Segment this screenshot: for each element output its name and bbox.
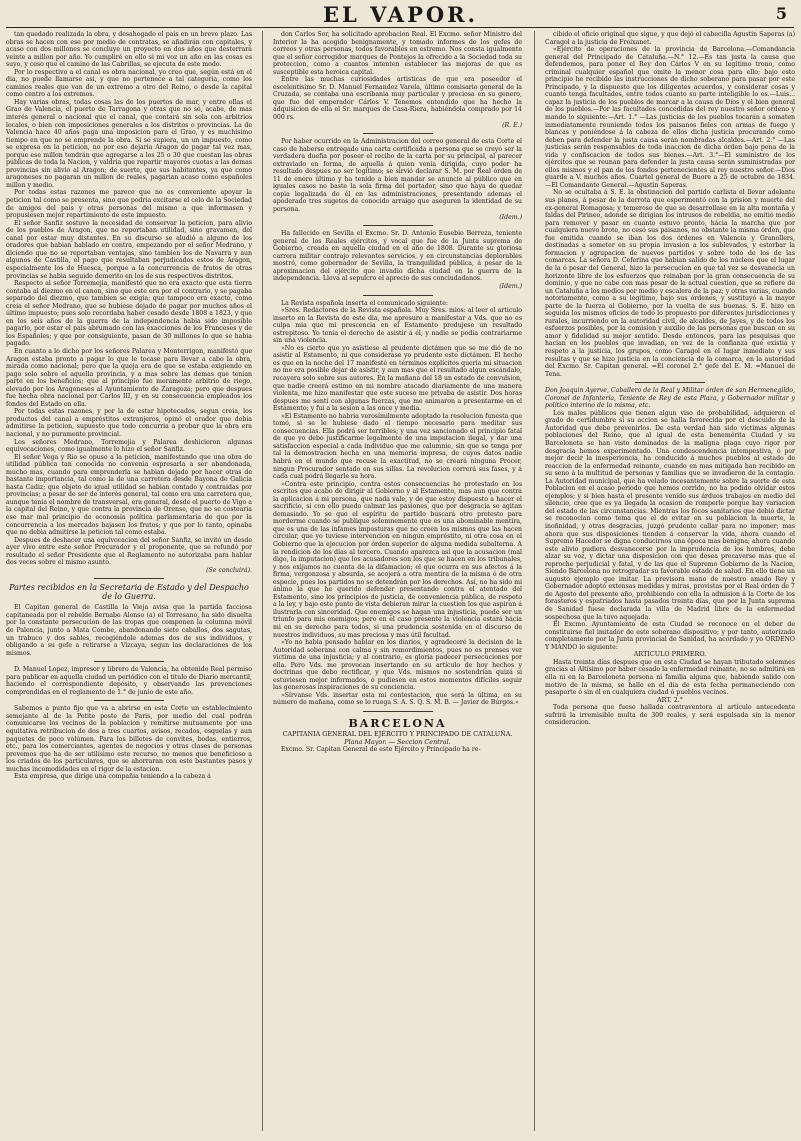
paragraph: En cuanto a lo dicho por los señores Palarea y Monterrigon, manifestó que Aragon estaba pronto a pagar lo que le tocase para llevar a cabo la obra, mirada como nacional; pero que la queja era de que se estaba exigiendo en pago solo sobre el aquella provincia, y a mas sobre las demas que tenian parte en los beneficios; que al principio fue meramente arbitrio de riego, elevado por los Aragoneses al Ayuntamiento de Zaragoza; pero que despues fue hecha obra nacional por Carlos III, y en su consecuencia empleados los fondos del Estado en ella. (6, 347, 252, 408)
paragraph: »No es cierto que yo asistiese al prudente dictámen que se me dió de no asistir al Estamento, ni que considerase yo prudente este dictámen. El hecho es que en la noche del 17 manifesté en términos explícitos quería mi situacion no me era posible dejar de asistir, y aun mas que el resultado algun escándalo, recayera solo sobre sus autores. En la mañana del 18 un estado de convulsion, que nadie creerá estimo en mi nombre atacado diariamente de una manera violenta, me hizo manifestar que este suceso me privaba de asistir. Dos horas despues me sentí con algunas fuerzas, que me animaron a presentarme en el Estamento; y fui a la sesion a las once y media. (273, 344, 522, 413)
section-divider (363, 133, 433, 134)
section-divider (363, 295, 433, 296)
paragraph: Por haber ocurrido en la Administracion del correo general de esta Corte el caso de haberse entregado una carta certificada a persona que se creyó ser la verdadera duefia por poseer el recibo de la carta por su principal, al parecer extraviado en forma, de aquella á quien venia dirigida, cuyo poder ha resultado despues no ser legítimo; se sirvió declarar S. M. por Real órden de 11 de enero último y ha tenido a bien mandar se anuncie al público que en iguales casos no baste la sola firma del portador, sino que haya de quedar copia legalizada de él en las administraciones, presentando ademas el apoderado tres sugetos de conocido arraigo que aseguren la identidad de su persona. (273, 138, 522, 214)
paragraph: Por todas estas razones me parece que no es conveniente apoyar la peticion tal como se presenta, sino que podria excitarse el celo de la Sociedad de amigos del pais y otras personas del mismo a que informasen y propusiesen mejor repartimiento de este impuesto. (6, 189, 252, 220)
column-middle (273, 31, 522, 1137)
section-divider (94, 578, 164, 579)
section-heading: Partes recibidos en la Secretaria de Estado y del Despacho de lo Guerra. (9, 583, 249, 602)
column-right (545, 31, 795, 1137)
masthead-rule (6, 27, 794, 28)
decree-heading: Don Joaquin Ayerve, Caballero de la Real y Militar órden de san Hermenegildo, Coronel de Infantería, Teniente de Rey de esta Plaza, y Gobernador militar y político interino de la misma, etc. (545, 387, 795, 410)
column-divider (262, 31, 263, 1131)
paragraph: Esta empresa, que dirige una compañia teniendo a la cabeza á (14, 773, 211, 781)
section-heading-barcelona: BARCELONA (348, 717, 447, 731)
article-signature: (Idem.) (499, 213, 522, 221)
article-heading: ART. 2.° (657, 695, 683, 704)
article-signature: (R. E.) (502, 121, 522, 129)
paragraph: Por lo respectivo a el canal es obra nacional, yo creo que, según está en el dia, no puede llamarse asi, y que no pertenece a tal categoria, como los caminos reales que van de un extremo a otro del Reino, o desde la capital como centro a los extremos. (6, 68, 252, 99)
newspaper-title: EL VAPOR. (323, 2, 478, 27)
paragraph: »El Estamento no habria verosímilmente adoptado la resolucion funesta que tomó, si se le hubiese dado el tiempo necesario para meditar sus consecuencias. Ella podrá ser terribles; y una vez sancionado el principio fatal de que yo debo justificarme legalmente de una imputacion ilegal, y dar una satisfaccion especial a cada individuo que me calumnie, sin que se tenga por tal la demostracion hecha en una memoria impresa, de cuyos datos nadie habrá en el mundo que recuse la exactitud, no se creará ninguna Procer, ningun Procurador sentado en sus sillas. La revolucion correrá sus fases, y á cada cual podrá llegarle su hora. (273, 412, 522, 481)
paragraph: El Excmo. Ayuntamiento de esta Ciudad se reconoce en el deber de constituirse fiel imitador de este soberano dispositivo; y por tanto, autorizado completamente por la Junta provincial de Sanidad, ha acordado y yo ORDENO Y MANDO lo siguiente: (545, 621, 795, 651)
paragraph: Los señores Medrano, Torremejia y Palarea deshicieron algunas equivocaciones, como igualmente lo hizo el señor Sanfiz. (6, 438, 252, 454)
paragraph: Respecto al señor Torremejia, manifestó que no era exacto que esta tierra contaba al diezmo en el canon, sino que este era por el contrario, y se pagaba separado del diezmo, que tambien se exigia; que tampoco era exacto, como creia el señor Medrano, que se hubiese dejado de pagar por muchos años el último impuesto; pues solo recordaba haber cesado desde 1808 a 1823, y que en los seis años de la guerra de la independencia habia sido imposible pagarlo, por estar el pais abrumado con las exacciones de los Franceses y de los Españoles; y que por consiguiente, pasan de 30 millones lo que se habia pagado. (6, 280, 252, 348)
paragraph: El señor Sanfiz sostuvo la necesidad de conservar la peticion, para alivio de los pueblos de Aragon, que no reportaban utilidad, sino gravamen, del canal por estar muy distantes. En su discurso se aludió a alguno de los oradores que habian hablado en contra, empezando por el señor Medrano, y diciendo que no se reportaban ventajas, sino tambien los de Navarra y aun algunos de Castilla, el pago que resultaban perjudicados estos de Aragon, especialmente los de Huesca, porque a la concurrencia de frutos de otras provincias se habia seguido demerito en los de sus respectivos distritos. (6, 219, 252, 280)
paragraph: Hay varias obras, todas cosas las de los puertos de mar, y entre ellas el Grao de Valencia, el puerto de Tarragona y otras que no sé, acabe, de mas interés general o nacional que el canal, que contará sin sola con arbitrios locales, o bien con imposiciones generales a los distritos o provincias. La de Valencia hace 40 años paga una imposicion para el Grao, y es muchísimo tiempo en que no se emprende la obra. Si se supiera, un un impuesto, como se expresa en la peticion, no por eso dejaria Aragon de pagar tal vez mas, porque ese millon tendrán que agregarse a los 25 o 30 que cuestan las obras públicas de toda la Nacion, y valdria que repartir mayores cuotas a las demas provincias sin alivio al Aragon; de suerte, que sus habitantes, ya que como aragoneses no pagaran un millon de reales, pagarian acaso como españoles millon y medio. (6, 98, 252, 189)
column-left (6, 31, 252, 1137)
article-signature: (Idem.) (499, 282, 522, 290)
article-heading: ARTICULO PRIMERO. (633, 650, 707, 659)
paragraph: Ha fallecido en Sevilla el Excmo. Sr. D. Antonio Eusebio Berreza, teniente general de los Reales ejércitos, y vocal que fue de la Junta suprema de Gobierno, creada en aquella ciudad en el año de 1808. Durante su gloriosa carrera militar contrajo relevantes servicios, y en circunstancias deplorables mostró, como gobernador de Sevilla, la tranquilidad pública, á pesar de la aproximacion del ejército que invadio dicha ciudad en la guerra de la independencia. Lleva al sepulcro el aprecio de sus conciudadanos. (273, 230, 522, 283)
column-divider (534, 31, 535, 1131)
paragraph: Sabemos a punto fijo que va a abrirse en esta Corte un establecimiento semejante al de la Petite poste de Paris, por medio del cual podrán comunicarse los vecinos de la poblacion y remitirse mutuamente por una equitativa retribucion de dos a tres cuartos, avisos, recados, esquelas y aun paquetes de poco volúmen. Para los billetes de convites, bodas, entierros, etc., para los comerciantes, agentes de negocios y otras clases de personas prevemos que ha de ser utilísimo este recurso, no menos que beneficioso a los criados de los particulares, que se ahorraran con este bastantes pasos y muchas incomodidades en el rigor de la estacion. (6, 705, 252, 773)
paragraph: Toda persona que fuese hallada contraventora al artículo antecedente sufrirá la irremisible multa de 300 reales, y será espulsada sin la menor consideracion. (545, 704, 795, 727)
paragraph: Despues de deshacer una equivocacion del señor Sanfiz, se invitó un desde ayer vivo entre este señor Procurador y el proponente, que se refundó por resultado el señor Presidente que el Reglamento no autorizaba para hablar dos veces sobre el mismo asunto. (6, 536, 252, 567)
paragraph: cibido el oficio original que sigue, y que dejó el cabecilla Agustin Saperas (a) Caragol a la justicia de Freixanet. (545, 31, 795, 46)
paragraph: Entre las muchas curiosidades artisticas de que era poseedor el escelentísimo Sr. D. Manuel Fernandez Varela, último comisario general de la Cruzada, se contaba una escribania muy particular y preciosa en su genero, que fue del emperador Cárlos V. Tenemos entendido que ha hecho la adquisicion de ella el Sr. marques de Casa-Riera, habiéndola comprado por 14 000 rs. (273, 76, 522, 122)
paragraph: La Revista española inserta el comunicado siguiente: (281, 299, 448, 307)
page-number: 5 (775, 4, 787, 23)
paragraph: »Contra este principio, contra estos consecuencias he protestado en los escritos que acabo de dirigir al Gobierno y al Estamento, mas aun que contra la aplicacion á mi persona, que nada vale, y de que estoy dispuesto a hacer el sacrificio, si con ello puedo calmar las pasiones, que por desgracia se agitan demasiado. Yo se que el espíritu de partido buscará otro pretesto para morderme cuando se publique solemnemente que es una abominable mentira, que es una de las infames imposturas que no creen los mismos que las hacen circular, que yo tuviese intervencion en ningun empréstito, ni otra cosa en el Gobierno que la ejecucion por órden superior de alguna medida subalterna. A la rendicion de los días al tercero. Cuando aparezca así que la acusacion (mal digo, la imputacion) que los acusadores son los que se hacen en los tribunales, y nos exijamos no cuenta de la difamacion; el que ocurra en sus afectos á la firma, vergonzosa y absurda, se acojerá a otra mentira de la misma ó de otra especie, pues los partidos no se detendrán por los derechos. Así, no ha sido mi ánimo la que he querido defender presentando contra el atentado del Estamento, sino los principios de justicia, de conveniencia pública, de respeto a la ley, y bajo este punto de vista debieran mirar la cuestion los que aspiran á ilustrarla con sinceridad. Que enemigos se hagan una injusticia, puede ser un triunfo para mis enemigos; pero en el caso presente la violencia estará hácia mi en su derecho para todos, si una prudencia sostenida en el discurso de nuestros individuos, su mas preciosa y mas útil facultad. (273, 480, 522, 639)
paragraph: Hasta treinta días despues que en esta Ciudad se hayan tributado solemnes gracias al Altísimo por haber cesado la enfermedad reinante, no se admitirá en ella ni en la Barceloneta persona ni familia alguna que, habiendo salido con motivo de la misma, se halle en el día de esta fecha permaneciendo con pasaporte ó sin él en cualquiera ciudad ó pueblos vecinos. (545, 658, 795, 697)
article-signature: (Se concluirá). (206, 566, 252, 574)
paragraph: No se ocultaba á S. E. la obstinacion del partido carlista el llevar adelante sus planes, á pesar de la derrota que esperimentó con la prision y muerte del ex-general Romagosa; y temeroso de que se desarrollase en la alta montaña y faldas del Pirineo, adonde se dirigian los intrusos de rebeldia, no omitió medio para remover y pasar en cuanto estuvo pronto, hácia la marcha que por cualquiera nuevo brote, no cesó sus paisanos, no obstante la misma órden, que fue emitida cuando se iban los dos órdenes en Valencia y Granollers, destinadas a someter en su propia invasion a los sublevados, y estorbar la formacion y agrupacion de nuevos partidos y sobre todo de los de las comarcas. La señora D. Ceferina que habian salido de los núcleos que el lugar de la ó pesar del General, hizo la persecucion en que tal vez se desvanecia un horizonte libre de los esfuerzos que reinaban por la gran consecuencia de su dominio, y que no cabe con mas pesar de la actual cuestion, que se refiere de un Cataluña a los medios por medio y escalera de la paz; y otras varias, cuando notoriamente, como a su legítimo, bajo sus órdenes, y sustituyó a la mayor parte de la fuerza al Gobierno, por la vuelta de sus buenas. S. E. hizo en seguida los mismos oficios de todo lo propuesto por diferentes jurisdicciones y rurales, incurriendo en la autoridad civil, de alcaldes, de Jayes, y de todos los esfuerzos posibles, por la comision y auxilio de las personas que buscan en su amor y fidelidad su mejor sentido. Desde entonces, para las pesquisas que hacian en los pueblos que invadian, en vez de la confianza que existia y respeto a la justicia, los grupos, como Caragol en el lugar inmediato y sus resultas y que se hizo justicia en la conciencia de la comarca, en la autoridad del Excmo. Sr. Capitan general. =El coronel 2.° gefe del E. M. =Manuel de Tena. (545, 189, 795, 378)
section-divider (363, 711, 433, 712)
paragraph: Excmo. Sr. Capitan General de este Ejército y Principado ha re- (281, 746, 481, 754)
paragraph: El Capitan general de Castilla la Vieja avisa que la partida facciosa capitaneada por el rebelde Bernabe Alonso (a) el Torresano, ha sido disuelta por la constante persecucion de las tropas que componen la columna móvil de Palencia, junto a Mata Combe, abandonando siete caballos, dos sagutas, un trabuco y dos sables, recogiéndole ademas dos de sus individuos, y obligando a su gefe a retirarse a Vizcaya, segun las declaraciones de los mismos. (6, 604, 252, 657)
paragraph: «Sres. Redactores de la Revista española. Muy Sres. mios: al leer el articulo inserto en la Revista de este dia, me apresuro a manifestar a Vds. que no es culpa mia que mi prescencia en el Estamento produjese un resultado estrepitoso. Yo tenia el derecho de asistir á él, y nadie se podia contrariarme sin una violencia. (273, 307, 522, 345)
paragraph: tan quedado realizada la obra, y desahogado el pais en un breve plazo. Las obras se hacen con ese por medio de contratas, se añadirán con capitales, y acaso con dos millones se concluye un proyecto en dos años que desterrará veinte a millon por año. Yo cumpliré en ello si mi voz un año en las cosas es suyo, y ceso que el camino de las Cabrillas, se ejecuta de este modo. (6, 31, 252, 69)
section-divider (94, 661, 164, 662)
paragraph: El señor Vega y Rio se opuso a la peticion, manifestando que una obra de utilidad pública tan conocida no convenia espresarla a ser abandonada, mucho mas, cuando para emprenderla se habian dejado por hacer otras de bastante importancia, tal como la de una carretera desde Bayona de Galicia hasta Cadiz; que objeto de igual utilidad se habian contado y contraidas por provincias; a pesar de ser de interés general, tal como era una carretera que, aunque tenia el nombre de transversal, era general, desde el puerto de Vigo a la capital del Reino, y que contra la provincia de Orense, que no se costearia ese mar mal principio de economía política parlamentaria de que por la concurrencia a los mercados bajasen los frutos; y que por lo tanto, opinaba que no debia admitirse la peticion tal como estaba. (6, 453, 252, 537)
section-subheading: Plana Mayor. — Seccion Central. (344, 737, 451, 746)
section-subheading: CAPITANIA GENERAL DEL EJÉRCITO Y PRINCIPADO DE CATALUÑA. (282, 730, 513, 739)
section-divider (94, 700, 164, 701)
paragraph: «Ejército de operaciones de la provincia de Barcelona.—Comandancia general del Principado de Cataluña.—N.° 12.—Es tan justa la causa que defendemos, para poner el Rey don Cárlos V en su legítimo trono, como criminal cualquier español que omite la menor cosa para ello; bajo esto principio he recibido las instrucciones de dicho soberano para pasar por este Principado, y la dispuesto que los diligentes acuerdos, y considerar cosas y cuanto tenga facultades, entre todos cuanto su parte inteligible lo es.—Luis... capaz la justicia de los pueblos de marcar a la causa de Dios y el bien general de los pueblos.—Por las facultades concedidas del rey nuestro señor ordeno y mando lo siguiente:—Art. 1.° —Las justicias de los pueblos tocarán a somaten inmediatamente reuniendo todos los paisanos fieles con armas de fuego y blancas y poniéndose á la cabeza de ellos dicha justicia procurando como deben para defender la justa causa serán nombradas alcaldes.—Art. 2.° —Las justicias serán responsables de toda inaccion de dicha órden bajo pena de la vida y confiscacion de todos sus bienes.—Art. 3.°—El suministro de los ejércitos que se reunan para defender la justa causa serán suministradas por ellos mismos y el pan de los fondos pertenecientes al rey nuestro señor.—Dios guarde a V. muchos años. Cuartel general de Buore a 25 de octubre de 1834. —El Comandante General.—Agustin Saperas. (545, 46, 795, 189)
paragraph: Los males públicos que tienen algun viso de probabilidad, adquieren el grado de certidumbre si su accion se halla favorecida por el descuido de la Autoridad que debe prevenirlos. De esta verdad han sido víctimas algunas poblaciones del Reino, que al igual de esta benemérita Ciudad y su Barceloneta se han visto dominadas de la maligna plaga cuyo rigor por desgracia hemos experimentado. Una condescendencia intempestiva, ó por mejor decir la inesperiencia, ha conducido á muchos pueblos al estado de reaccion de la enfermedad reinante, cuando en mas mitigada han recibido en su seno á la multitud de personas y familias que se invadieron de la contagio. La Autoridad municipal, que ha velado incesantemente sobre la suerte de esta Poblacion en el acaso periodo que hemos corrido, no ha podido olvidar estos ejemplos; y si bien hasta el presente venido sus árduos trabajos en medio del silencio, cree que es ya llegada la ocasion de romperle porque hay variacion del estado de las circunstancias. Mientras los focos sanitarios que debió dictar se reconocian como tema que el de evitar en su poblacion la muerte, la inoñnidad, y otras desgracias, juzgó prudente callar para no imponer; mas ahora que sus disposiciones tienden á conservar la vida, ahora cuando el Supremo Hacedor se digna conducirnos una época mas benigna; ahora cuando este alivio pudiera desvanecerse por la imprudencia de los hombres, debe alzar su voz, y dictar una disposicion con que desea precaverse mas que el reproche perjudicial y fatal, y de las que el Supremo Gobierno de la Nacion, Siendo Barcelona no retrogradar su favorable estado de salud. En ello tiene un augusto ejemplo que imitar. La previsora mano de nuestro amado Rey y Gobernador adoptó extensas medidas y miras, provistas por el Real órden de 7 de Agosto del presente año, prohibiendo con ella la admision á la Corte de los forasteros y espatriados hasta pasados treinta días, que por la Junta suprema de Sanidad fuese declarada la villa de Madrid libre de la enfermedad sospechosa que la tuvo aquejada. (545, 409, 795, 621)
paragraph: D. Manuel Lopez, impresor y librero de Valencia, ha obtenido Real permiso para publicar en aquella ciudad un periódico con el titulo de Diario mercantil, haciendo el correspondiente depósito, y observando las prevenciones comprendidas en el reglamento de 1.° de junio de este año. (6, 666, 252, 696)
paragraph: don Carlos Sor, ha solicitado aprobacion Real. El Excmo. señor Ministro del Interior la ha acogido benignamente, y tomado informes de los gefes de correos y otras personas, todos favorables en estremo. Nos consta igualmente que el señor corregidor marques de Pontejos la ofrecido a la Sociedad toda su proteccion, como a cuantos intenten establecer las mejoras de que es susceptible esta heroica capital. (273, 31, 522, 76)
paragraph: »Yo no habia pensado hablar en los diarios, y agradeceré la decision de la Autoridad soberana con calma y sin remordimientos, pues no es prenses ver victima de una injusticia; y al contrario, es gloria padecer persecuciones por ella. Pero Vds. me provocan insertando en su artículo de hoy hechos y doctrinas que debo rectificar, y que Vds. mismos no sostendrian quizá si estuviesen mejor informados, ó pudiesen en estos momentos difíciles seguir las generosas inspiraciones de su conciencia. (273, 639, 522, 692)
paragraph: Por todas estas razones, y por la de estar hipotecados, segun creia, los productos del canal a empréstitos extranjeros, opinó el orador que debia admitirse la peticion, supuesto que todo concurria a probar que la obra era nacional, y no puramente provincial. (6, 408, 252, 438)
paragraph: »Sírvanse Vds. insertar esta mi contestacion, que será la última, en su número de mañana, como se lo ruega S. A. S. Q. S. M. B. — Javier de Búrgos.» (273, 691, 522, 707)
section-divider (363, 225, 433, 226)
masthead (0, 2, 801, 26)
section-divider (635, 382, 705, 383)
